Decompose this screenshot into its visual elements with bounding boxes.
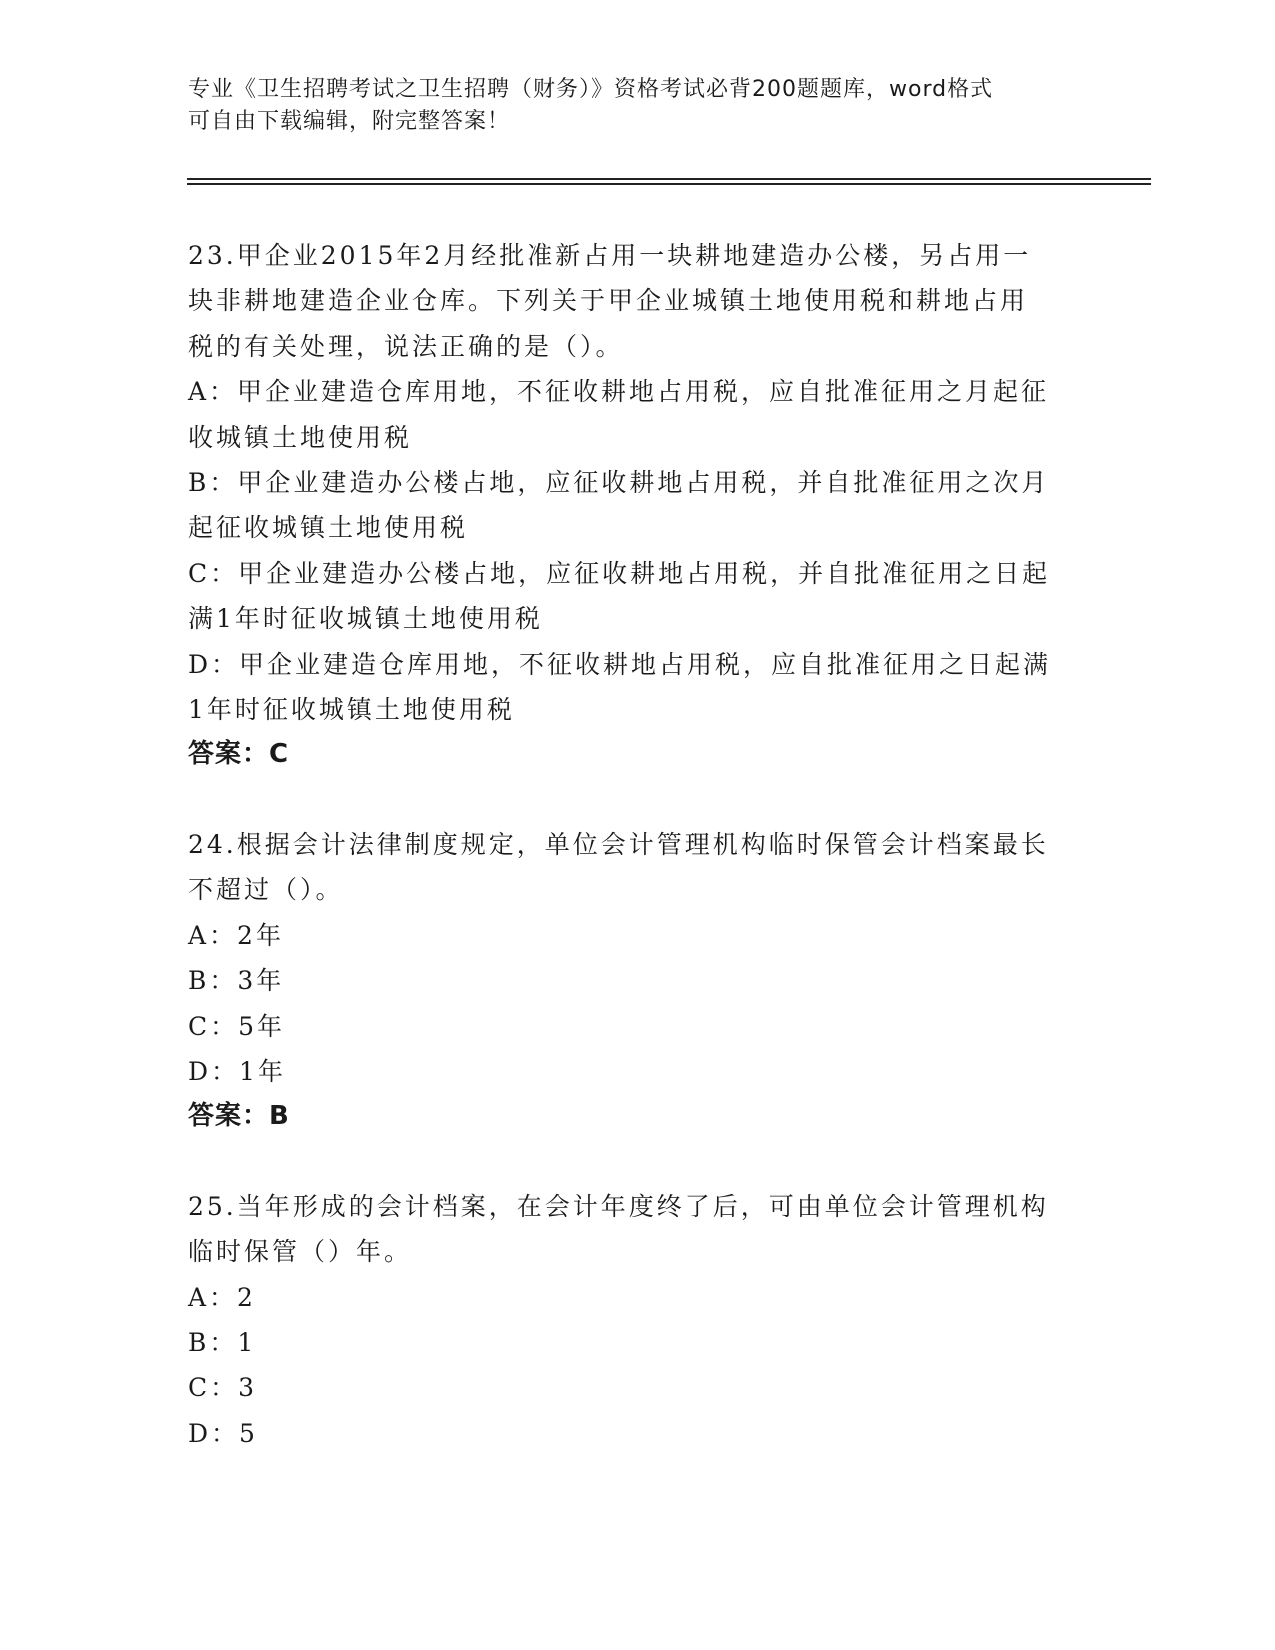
option-d: D：1年 bbox=[188, 1056, 286, 1086]
option-b: B：甲企业建造办公楼占地，应征收耕地占用税，并自批准征用之次月 bbox=[188, 468, 1050, 498]
option-a: A：2年 bbox=[188, 920, 284, 950]
option-b: B：1 bbox=[188, 1327, 257, 1357]
header-line: 可自由下载编辑，附完整答案！ bbox=[188, 109, 511, 134]
answer-label: 答案：B bbox=[188, 1101, 290, 1132]
question-text: 税的有关处理，说法正确的是（）。 bbox=[188, 331, 624, 361]
option-b: 起征收城镇土地使用税 bbox=[188, 513, 469, 543]
option-a: A：2 bbox=[188, 1282, 256, 1312]
question-text: 23.甲企业2015年2月经批准新占用一块耕地建造办公楼，另占用一 bbox=[188, 241, 1032, 270]
question-text: 块非耕地建造企业仓库。下列关于甲企业城镇土地使用税和耕地占用 bbox=[188, 286, 1029, 316]
header-divider bbox=[187, 183, 1151, 185]
header-divider bbox=[187, 178, 1151, 180]
option-c: C：5年 bbox=[188, 1011, 286, 1041]
option-a: 收城镇土地使用税 bbox=[188, 422, 413, 452]
answer-label: 答案：C bbox=[188, 739, 290, 770]
document-header bbox=[188, 74, 1068, 138]
option-a: A：甲企业建造仓库用地，不征收耕地占用税，应自批准征用之月起征 bbox=[188, 377, 1050, 407]
question-text: 不超过（）。 bbox=[188, 875, 344, 905]
question-text: 24.根据会计法律制度规定，单位会计管理机构临时保管会计档案最长 bbox=[188, 829, 1049, 859]
option-d: D：5 bbox=[188, 1418, 258, 1448]
header-line: 专业《卫生招聘考试之卫生招聘（财务）》资格考试必背200题题库，word格式 bbox=[188, 77, 994, 102]
question-25 bbox=[188, 1184, 1068, 1456]
option-d: D：甲企业建造仓库用地，不征收耕地占用税，应自批准征用之日起满 bbox=[188, 649, 1052, 679]
question-text: 25.当年形成的会计档案，在会计年度终了后，可由单位会计管理机构 bbox=[188, 1191, 1049, 1221]
question-list bbox=[188, 233, 1068, 1500]
option-c: C：甲企业建造办公楼占地，应征收耕地占用税，并自批准征用之日起 bbox=[188, 558, 1051, 588]
question-text: 临时保管（）年。 bbox=[188, 1237, 413, 1267]
question-23 bbox=[188, 233, 1068, 778]
option-b: B：3年 bbox=[188, 966, 285, 996]
option-c: C：3 bbox=[188, 1373, 258, 1403]
option-c: 满1年时征收城镇土地使用税 bbox=[188, 604, 543, 634]
question-24 bbox=[188, 822, 1068, 1140]
option-d: 1年时征收城镇土地使用税 bbox=[188, 695, 515, 725]
